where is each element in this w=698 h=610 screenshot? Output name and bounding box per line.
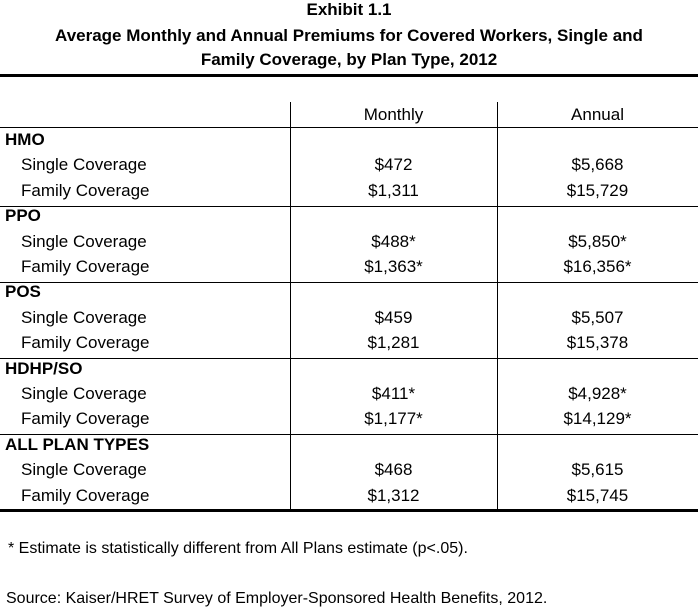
source-note: Source: Kaiser/HRET Survey of Employer-Sponsored Health Benefits, 2012.: [6, 590, 548, 607]
row-label: Single Coverage: [21, 155, 147, 175]
row-label: Family Coverage: [21, 257, 150, 276]
monthly-value: $468: [374, 460, 413, 480]
group-label: ALL PLAN TYPES: [5, 434, 150, 454]
group-label: HMO: [5, 130, 45, 149]
title-rule: [0, 74, 698, 77]
row-label: Single Coverage: [21, 307, 147, 327]
annual-value: $14,129*: [563, 409, 632, 429]
monthly-value: $488*: [371, 231, 416, 251]
group-label: HDHP/SO: [5, 358, 83, 378]
monthly-value: $1,177*: [364, 409, 423, 429]
annual-value: $15,378: [566, 333, 629, 353]
header-divider: [0, 127, 698, 128]
group-label: POS: [5, 282, 41, 302]
table-title-line-1: Average Monthly and Annual Premiums for Covered Workers, Single and: [55, 26, 643, 45]
row-label: Single Coverage: [21, 231, 147, 251]
row-label: Family Coverage: [21, 333, 150, 353]
row-label: Family Coverage: [21, 409, 150, 429]
annual-value: $5,668: [571, 155, 624, 175]
monthly-value: $1,363*: [364, 257, 423, 276]
group-divider: [0, 206, 698, 207]
monthly-value: $1,281: [367, 333, 420, 353]
column-header-annual: Annual: [571, 105, 624, 124]
row-label: Family Coverage: [21, 180, 150, 200]
monthly-value: $411*: [371, 384, 416, 403]
row-label: Family Coverage: [21, 485, 150, 505]
annual-value: $5,507: [571, 307, 624, 327]
table-title-line-2: Family Coverage, by Plan Type, 2012: [200, 50, 498, 69]
annual-value: $4,928*: [568, 384, 627, 403]
monthly-value: $472: [374, 155, 413, 175]
column-header-monthly: Monthly: [363, 105, 424, 124]
monthly-value: $1,312: [367, 485, 420, 505]
exhibit-label: Exhibit 1.1: [306, 0, 392, 19]
column-divider-monthly: [290, 102, 291, 510]
group-label: PPO: [5, 206, 41, 226]
annual-value: $16,356*: [563, 257, 632, 276]
row-label: Single Coverage: [21, 460, 147, 480]
footnote: * Estimate is statistically different from All Plans estimate (p<.05).: [8, 540, 468, 557]
monthly-value: $459: [374, 307, 413, 327]
annual-value: $5,615: [571, 460, 624, 480]
table-bottom-rule: [0, 509, 698, 512]
group-divider: [0, 282, 698, 283]
annual-value: $5,850*: [568, 231, 627, 251]
table-title: [0, 24, 698, 72]
group-divider: [0, 358, 698, 359]
monthly-value: $1,311: [368, 180, 419, 200]
row-label: Single Coverage: [21, 384, 147, 403]
annual-value: $15,745: [566, 485, 629, 505]
column-divider-annual: [497, 102, 498, 510]
annual-value: $15,729: [566, 180, 629, 200]
